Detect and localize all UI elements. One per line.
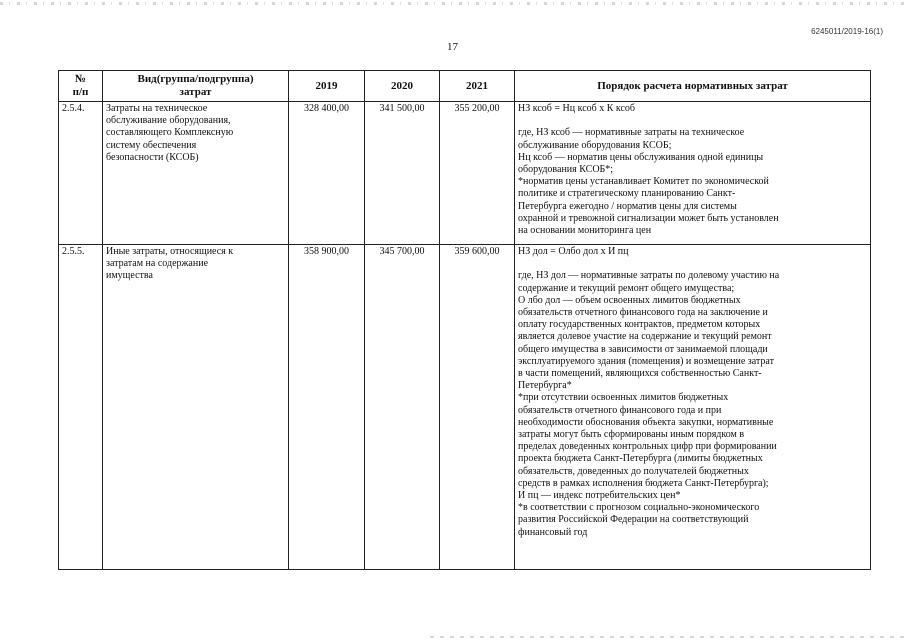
value-2019: 358 900,00 — [289, 245, 365, 570]
header-2021: 2021 — [440, 71, 515, 102]
value-2021: 355 200,00 — [440, 102, 515, 245]
header-2020: 2020 — [365, 71, 440, 102]
value-2020: 345 700,00 — [365, 245, 440, 570]
cost-type-cell: Затраты на техническое обслуживание оборудования, составляющего Комплексную систему обеспечения безопасности (КСОБ) — [103, 102, 289, 245]
header-row — [59, 71, 871, 102]
header-cost-type: Вид(группа/подгруппа) затрат — [103, 71, 289, 102]
calculation-method-cell: НЗ ксоб = Нц ксоб х К ксоб где, НЗ ксоб — нормативные затраты на техническое обслуживание оборудования КСОБ; Нц ксоб — норматив цены обслуживания одной единицы оборудования КСОБ*; *норматив цены устанавливает Комитет по экономической политике и стратегическому планированию Санкт- Петербурга ежегодно / норматив цены для системы охранной и тревожной сигнализации может быть установлен на основании мониторинга цен — [515, 102, 871, 245]
calculation-method-cell: НЗ дол = Олбо дол х И пц где, НЗ дол — нормативные затраты по долевому участию на содержание и текущий ремонт общего имущества; О лбо дол — объем освоенных лимитов бюджетных обязательств отчетного финансового года на заключение и оплату государственных контрактов, предметом которых является долевое участие на содержание и текущий ремонт общего имущества в зависимости от занимаемой площади эксплуатируемого здания (помещения) и возмещение затрат в части помещений, являющихся собственностью Санкт- Петербурга* *при отсутствии освоенных лимитов бюджетных обязательств отчетного финансового года и при необходимости обоснования объекта закупки, нормативные затраты могут быть сформированы иным порядком в пределах доведенных контрольных цифр при формировании проекта бюджета Санкт-Петербурга (лимиты бюджетных обязательств, доведенных до получателей бюджетных средств в рамках исполнения бюджета Санкт-Петербурга); И пц — индекс потребительских цен* *в соответствии с прогнозом социально-экономического развития Российской Федерации на соответствующий финансовый год — [515, 245, 871, 570]
header-num: № п/п — [59, 71, 103, 102]
value-2021: 359 600,00 — [440, 245, 515, 570]
row-number: 2.5.5. — [59, 245, 103, 570]
document-code: 6245011/2019-16(1) — [811, 27, 883, 36]
scan-edge-top — [0, 2, 905, 5]
cost-type-cell: Иные затраты, относящиеся к затратам на содержание имущества — [103, 245, 289, 570]
value-2019: 328 400,00 — [289, 102, 365, 245]
row-number: 2.5.4. — [59, 102, 103, 245]
table-row — [59, 245, 871, 570]
header-2019: 2019 — [289, 71, 365, 102]
value-2020: 341 500,00 — [365, 102, 440, 245]
table-row — [59, 102, 871, 245]
page-number: 17 — [447, 41, 458, 53]
normative-costs-table — [58, 70, 871, 570]
header-calculation-method: Порядок расчета нормативных затрат — [515, 71, 871, 102]
scan-edge-bottom — [430, 636, 905, 638]
